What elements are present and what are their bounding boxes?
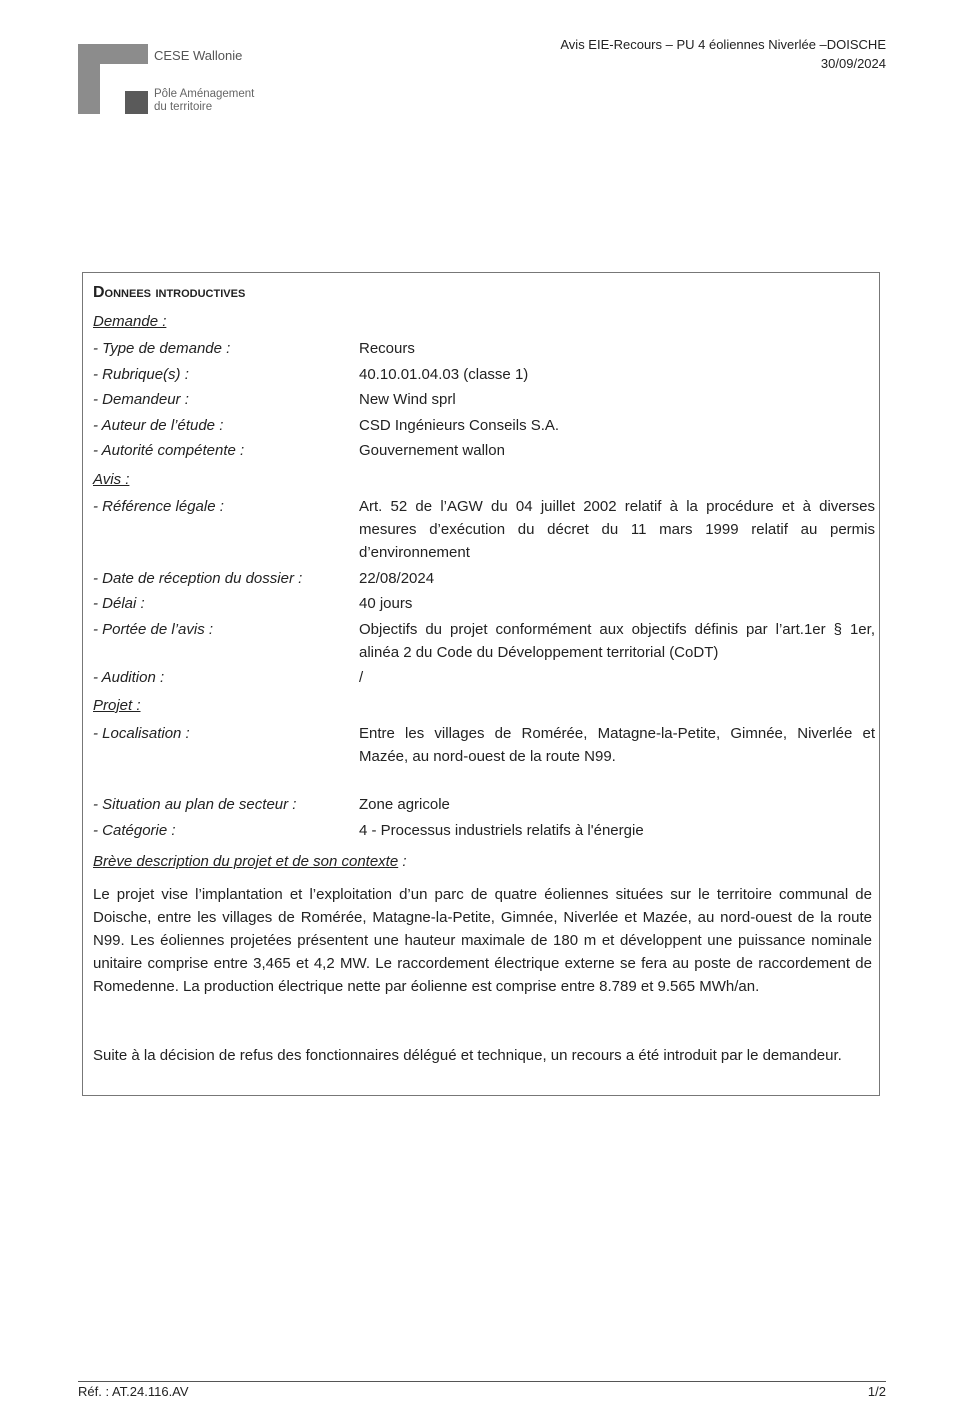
header-title: Avis EIE-Recours – PU 4 éoliennes Niverlée –DOISCHE (560, 37, 886, 52)
cese-logo (78, 44, 278, 116)
description-heading: Brève description du projet et de son contexte (93, 853, 399, 870)
footer-reference: Réf. : AT.24.116.AV (78, 1384, 189, 1399)
avis-heading: Avis : (93, 471, 130, 488)
description-paragraph-1: Le projet vise l’implantation et l’exploitation d’un parc de quatre éoliennes situées sur le territoire communal de Doische, entre les villages de Romérée, Matagne-la-Petite, Gimnée, Niverlée et Mazée, au nord-ouest de la route N99. Les éoliennes projetées présentent une hauteur maximale de 180 m et développent une puissance nominale unitaire comprise entre 3,465 et 4,2 MW. Le raccordement électrique externe se fera au poste de raccordement de Romedenne. La production électrique nette par éolienne est comprise entre 8.789 et 9.565 MWh/an. (93, 886, 872, 995)
description-heading-row: Brève description du projet et de son contexte : (93, 853, 407, 870)
footer-divider (78, 1381, 886, 1382)
page-number: 1/2 (867, 1384, 886, 1399)
section-title: Donnees introductives (93, 284, 246, 301)
logo-square (125, 91, 148, 114)
logo-org-name: CESE Wallonie (154, 48, 243, 63)
projet-heading: Projet : (93, 697, 141, 714)
introductory-data-box: Donnees introductives Demande : - Type de demande : Recours - Rubrique(s) : 40.10.01.04.03 (classe 1) - Demandeur : New Wind sprl - Auteur de l’étude : CSD Ingénieurs Conseils S.A. - Autorité compétente : Gouvernement wallon Avis : - Référence légale : Art. 52 de l’AGW du 04 juillet 2002 relatif à la procédure et à diverses mesures d’exécution du décret du 11 mars 1999 relatif au permis d’environnement - Date de réception du dossier : 22/08/2024 - Délai : 40 jours - Portée de l’avis : Objectifs du projet conformément aux objectifs définis par l’art.1er § 1er, alinéa 2 du Code du Développement territorial (CoDT) - Audition : / Projet : - Localisation : Entre les villages de Romérée, Matagne-la-Petite, Gimnée, Niverlée et Mazée, au nord-ouest de la route N99. - Situation au plan de secteur : Zone agricole - Catégorie : 4 - Processus industriels relatifs à l'énergie Brève description du projet et de son contexte : Le projet vise l’implantation et l’exploitation d’un parc de quatre éoliennes situées sur le territoire communal de Doische, entre les villages de Romérée, Matagne-la-Petite, Gimnée, Niverlée et Mazée, au nord-ouest de la route N99. Les éoliennes projetées présentent une hauteur maximale de 180 m et développent une puissance nominale unitaire comprise entre 3,465 et 4,2 MW. Le raccordement électrique externe se fera au poste de raccordement de Romedenne. La production électrique nette par éolienne est comprise entre 8.789 et 9.565 MWh/an. Suite à la décision de refus des fonctionnaires délégué et technique, un recours a été introduit par le demandeur. (82, 272, 880, 1096)
header-date: 30/09/2024 (820, 56, 886, 71)
logo-shape-left (78, 44, 100, 114)
description-paragraph-2: Suite à la décision de refus des fonctionnaires délégué et technique, un recours a été introduit par le demandeur. (93, 1047, 842, 1064)
logo-pole-name: Pôle Aménagement du territoire (154, 88, 255, 113)
demande-heading: Demande : (93, 313, 167, 330)
document-header (560, 35, 886, 73)
